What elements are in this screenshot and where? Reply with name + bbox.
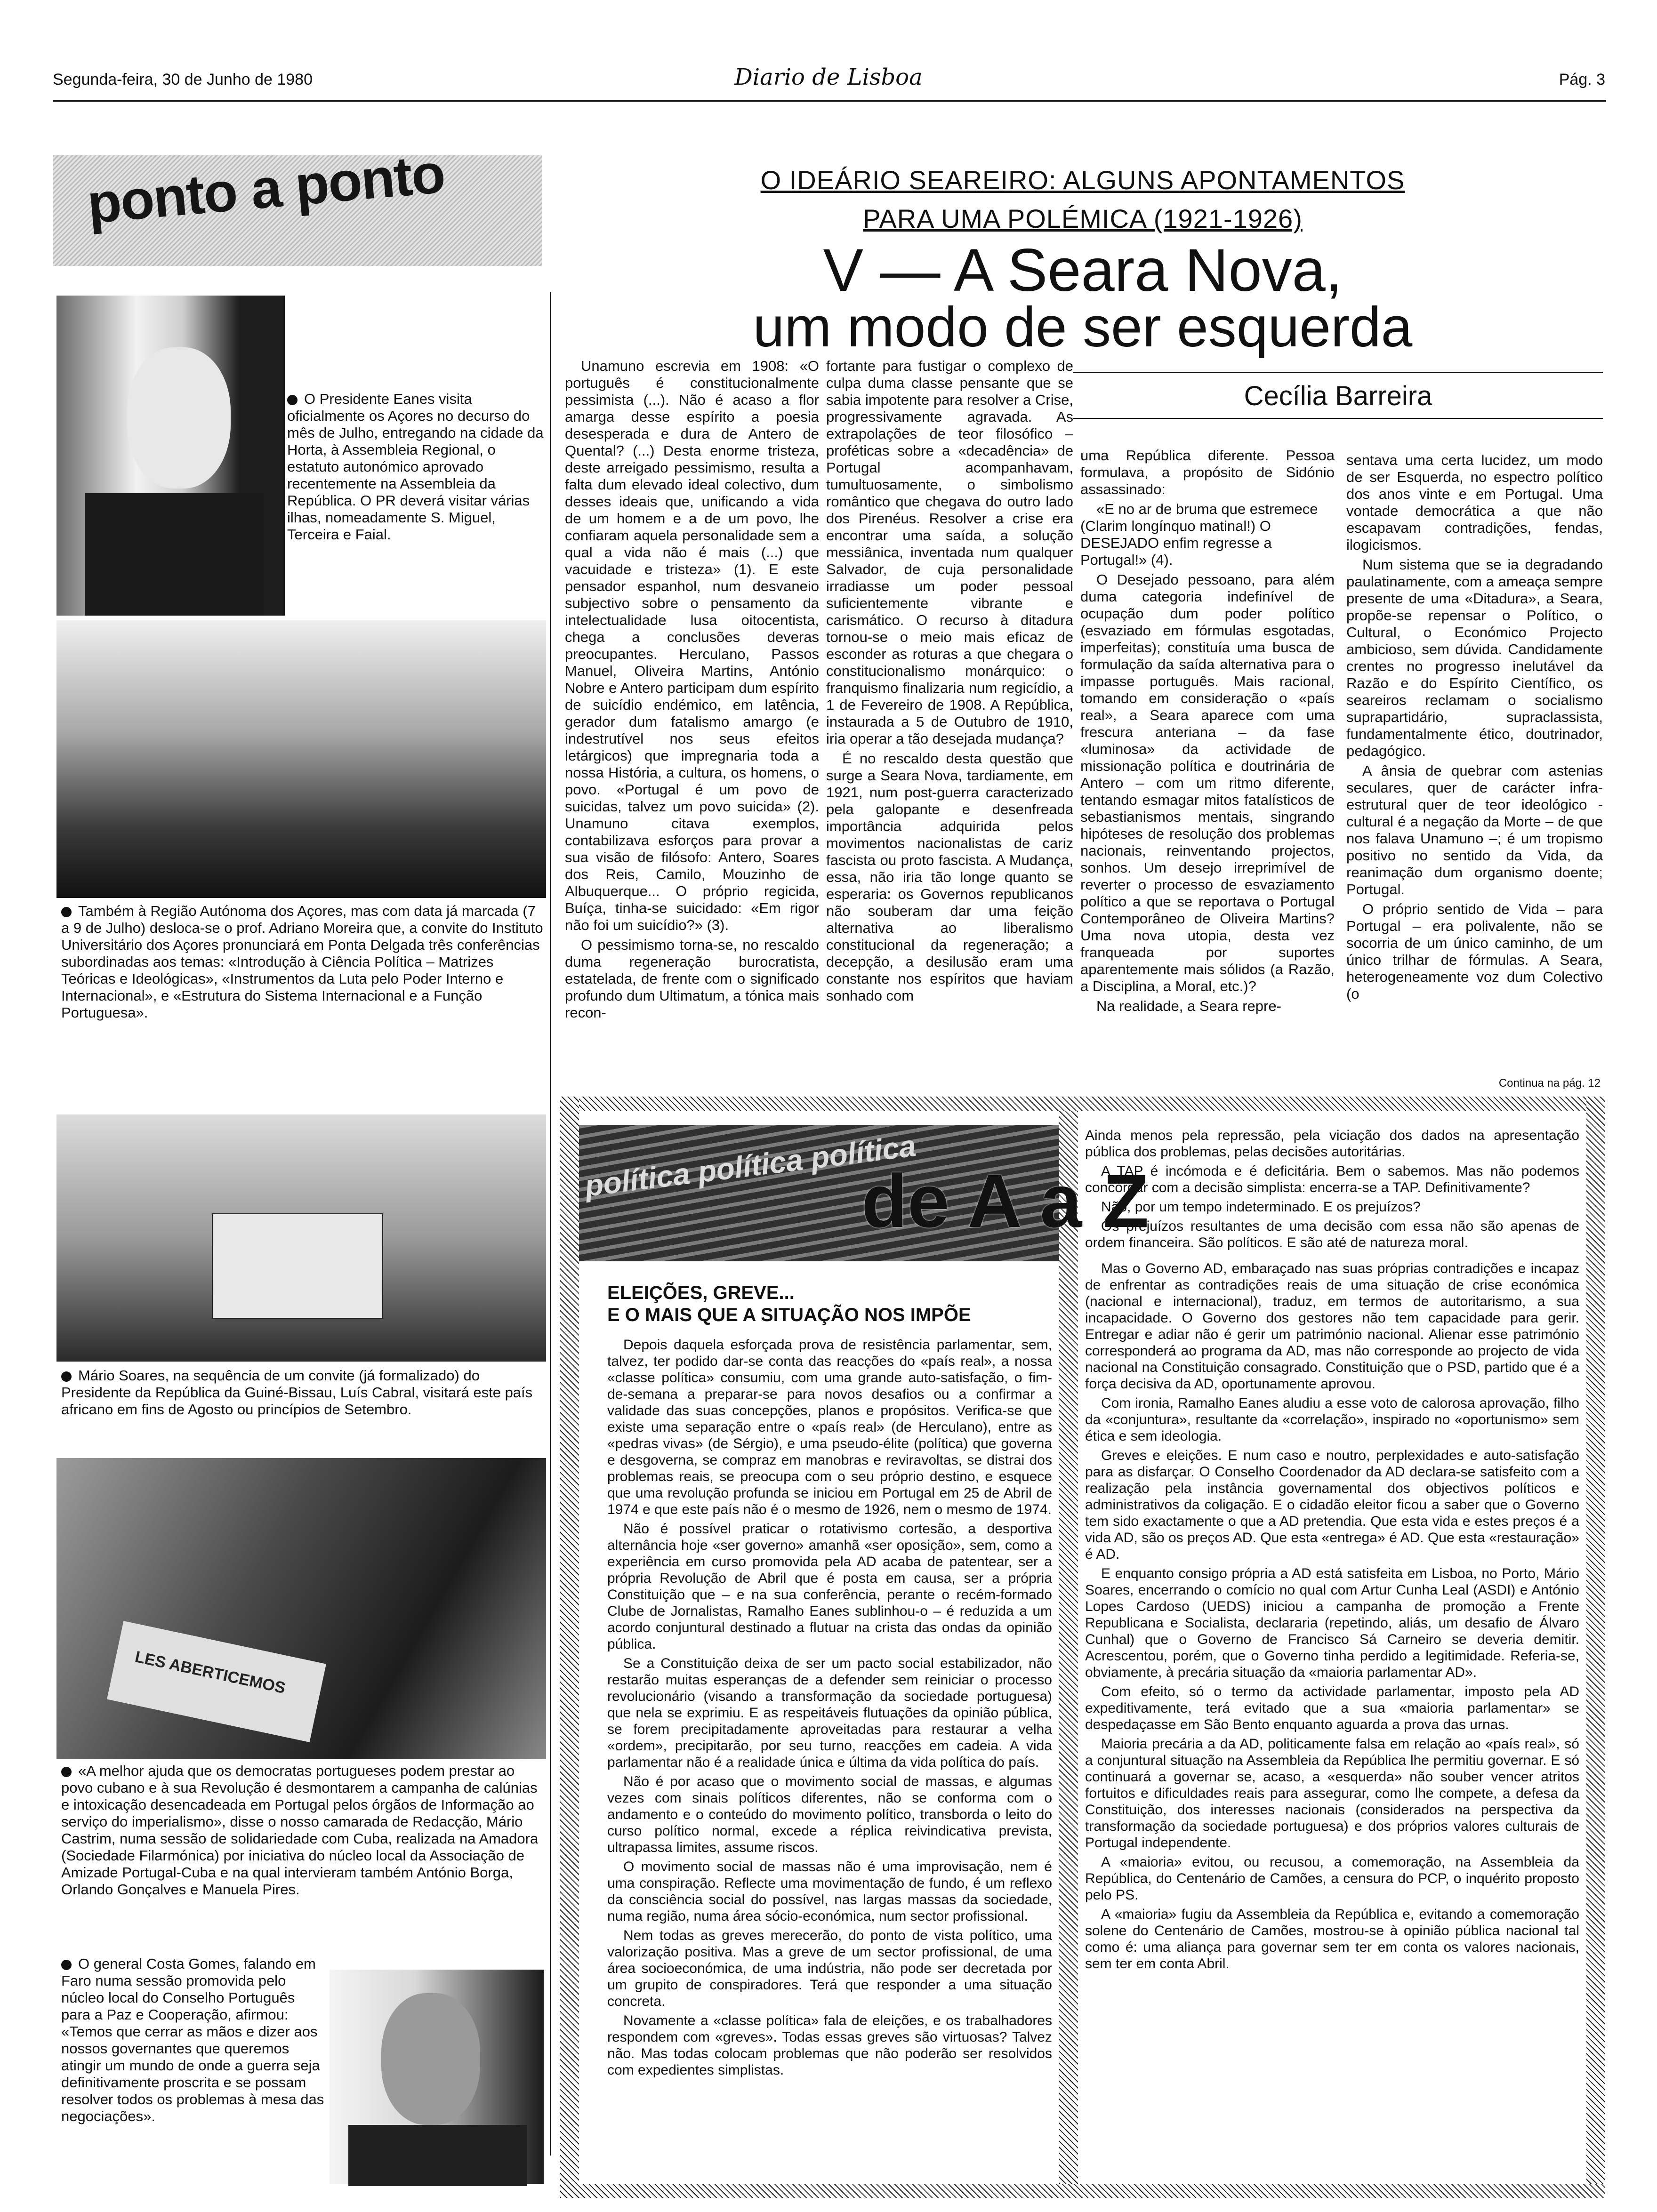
box-hatch-divider — [1059, 1111, 1078, 2184]
paragraph: Unamuno escrevia em 1908: «O português é constitucionalmente pessimista (...). Não é acaso a flor amarga desse espírito a poesia desesperada e dura de Antero de Quental? (...) Desta enorme tristeza, deste arreigado pessimismo, resulta a falta dum elevado ideal colectivo, dum desses ideais que, unificando a vida de um homem e a de um povo, lhe confiaram aquela personalidade sem a qual a vida não é mais (...) que vacuidade e tristeza» (1). E este pensador espanhol, num desvaneio subjectivo sobre o pensamento da intelectualidade lusa oitocentista, chega a conclusões deveras preocupantes. Herculano, Passos Manuel, Oliveira Martins, António Nobre e Antero participam dum espírito de suicídio endémico, em latência, gerador dum fatalismo amargo (e indestrutível nos seus efeitos letárgicos) que impregnaria toda a nossa História, a cultura, os homens, o povo. «Portugal é um povo de suicidas, talvez um povo suicida» (2). Unamuno citava exemplos, contabilizava esforços para provar a sua visão de filósofo: Antero, Soares dos Reis, Camilo, Mouzinho de Albuquerque... O próprio regicida, Buíça, tinha-se suicidado: «Em rigor não foi um suicídio?» (3). — [565, 358, 819, 933]
paragraph: Novamente a «classe política» fala de eleições, e os trabalhadores respondem com «greves». Todas essas greves são virtuosas? Talvez não. Mas todas colocam problemas que não poderão ser resolvidos com expedientes simplistas. — [607, 2013, 1052, 2078]
paragraph: fortante para fustigar o complexo de culpa duma classe pensante que se sabia impotente para resolver a Crise, progressivamente agravada. As extrapolações de teor filosófico – proféticas sobre a «decadência» de Portugal acompanhavam, tumultuosamente, o simbolismo romântico que chegava do outro lado dos Pirenéus. Resolver a crise era encontrar uma saída, a solução messiânica, inventada num qualquer Salvador, de cuja personalidade irradiasse um poder pessoal suficientemente vibrante e carismático. O recurso à ditadura tornou-se o meio mais eficaz de esconder as roturas a que chegara o constitucionalismo monárquico: o franquismo finalizaria num regicídio, a 1 de Fevereiro de 1908. A República, instaurada a 5 de Outubro de 1910, iria operar a tão desejada mudança? — [826, 358, 1073, 747]
paragraph: Num sistema que se ia degradando paulatinamente, com a ameaça sempre presente de uma «Ditadura», a Seara, propõe-se repensar o Político, o Cultural, o Económico Projecto ambicioso, sem dúvida. Candidamente crentes no progresso inelutável da Razão e do Espírito Científico, os seareiros reclamam o socialismo suprapartidário, supraclassista, fundamentalmente ético, doutrinador, pedagógico. — [1346, 556, 1603, 759]
paragraph: É no rescaldo desta questão que surge a Seara Nova, tardiamente, em 1921, num post-guerra caracterizado pela galopante e desenfreada importância adquirida pelos movimentos nacionalistas de cariz fascista ou proto fascista. A Mudança, essa, não iria tão longe quanto se esperaria: os Governos republicanos não souberam dar uma feição alternativa ao liberalismo constitucional da regeneração; a decepção, a desilusão eram uma constante nos espíritos que haviam sonhado com — [826, 750, 1073, 1004]
paragraph: Nem todas as greves merecerão, do ponto de vista político, uma valorização positiva. Mas a greve de um sector profissional, de uma área socioeconómica, de uma indústria, não pode ser decretada por um grupito de conspiradores. Terá que responder a uma situação concreta. — [607, 1928, 1052, 2009]
box-left-column — [607, 1337, 1052, 2081]
building-shape — [212, 1213, 383, 1319]
paragraph: O Desejado pessoano, para além duma categoria indefinível de ocupação dum poder político (esvaziado em fórmulas esgotadas, imperfeitas); constituía uma busca de formulação da saída alternativa para o impasse português. Mais racional, tomando em consideração o «país real», a Seara aparece com uma frescura anteriana – da fase «luminosa» da actividade de missionação política e doutrinária de Antero – com um ritmo diferente, tentando esmagar mitos fatalísticos de sebastianismos mentais, singrando hipóteses de resolução dos problemas nacionais, reinventando projectos, sonhos. Um desejo irreprimível de reverter o processo de esvaziamento político a que se reportava o Portugal Contemporâneo de Oliveira Martins? Uma nova utopia, desta vez franqueada por suportes aparentemente mais sólidos (a Razão, a Disciplina, a Moral, etc.)? — [1080, 571, 1335, 994]
header-date: Segunda-feira, 30 de Junho de 1980 — [53, 71, 313, 88]
bullet-icon — [287, 395, 298, 405]
sidebar-divider — [550, 292, 551, 2156]
article-kicker-2: PARA UMA POLÉMICA (1921-1926) — [863, 204, 1303, 233]
bullet-icon — [61, 1371, 72, 1382]
author-rule-bottom — [1073, 418, 1603, 419]
building-photo — [56, 1114, 546, 1362]
sidebar-item-costa-gomes-text: O general Costa Gomes, falando em Faro numa sessão promovida pelo núcleo local do Conselho Português para a Paz e Cooperação, afirmou: «Temos que cerrar as mãos e dizer aos nossos governantes que queremos atingir um mundo de onde a guerra seja definitivamente proscrita e se possam resolver todos os problemas à mesa das negociações». — [61, 1956, 324, 2124]
box-hatch-left — [560, 1097, 579, 2198]
paragraph: Com ironia, Ramalho Eanes aludiu a esse voto de calorosa aprovação, filho da «conjuntura», resultante da «correlação», inspirado no «oportunismo» sem ética e sem ideologia. — [1085, 1395, 1579, 1444]
box-banner — [579, 1125, 1149, 1261]
paragraph: Se a Constituição deixa de ser um pacto social estabilizador, não restarão muitas esperanças de a defender sem reiniciar o processo revolucionário (visando a transformação da sociedade portuguesa) que nela se exprimiu. E as respeitáveis flutuações da opinião pública, se forem precipitadamente aproveitadas para restaurar a velha «ordem», precipitarão, por seu turno, reacções em cadeia. A vida parlamentar não é a realidade única e última da vida política do país. — [607, 1656, 1052, 1770]
paragraph: «E no ar de bruma que estremece (Clarim longínquo matinal!) O DESEJADO enfim regresse a Portugal!» (4). — [1080, 501, 1318, 568]
paragraph: A «maioria» fugiu da Assembleia da República e, evitando a comemoração solene do Centenário de Camões, mostrou-se à opinião pública nacional tal como é: uma aliança para governar sem ter em conta os valores nacionais, sem ter em conta Abril. — [1085, 1907, 1579, 1972]
paragraph: Maioria precária a da AD, politicamente falsa em relação ao «país real», só a conjuntural situação na Assembleia da República lhe permitiu governar. E só continuará a governar se, acaso, a «esquerda» não souber vencer atritos fortuitos e dificuldades reais para assegurar, como lhe compete, a defesa da Constituição, dos interesses nacionais (considerados na perspectiva da transformação da sociedade portuguesa) e dos próprios valores culturais de Portugal independente. — [1085, 1736, 1579, 1851]
box-title-1: ELEIÇÕES, GREVE... — [607, 1282, 795, 1303]
article-column-2 — [826, 358, 1073, 1007]
header-rule — [53, 100, 1606, 102]
bullet-icon — [61, 1767, 72, 1777]
paragraph: O pessimismo torna-se, no rescaldo duma regeneração burocratista, estatelada, de frente com o significado profundo dum Ultimatum, a tónica mais recon- — [565, 937, 819, 1021]
page-number: Pág. 3 — [1559, 71, 1605, 88]
sidebar-banner-text: ponto a ponto — [85, 142, 447, 236]
sidebar-item-acores-text: Também à Região Autónoma dos Açores, mas com data já marcada (7 a 9 de Julho) desloca-se o prof. Adriano Moreira que, a convite do Instituto Universitário dos Açores pronunciará em Ponta Delgada três conferências subordinadas aos temas: «Introdução à Ciência Política – Matrizes Teóricas e Ideológicas», «Instrumentos da Luta pelo Poder Interno e Internacional», e «Estrutura do Sistema Internacional e a Função Portuguesa». — [61, 903, 543, 1021]
portrait-eanes-face — [127, 347, 231, 489]
article-author: Cecília Barreira — [1244, 381, 1432, 411]
sidebar-item-costa-gomes — [61, 1956, 325, 2125]
paragraph: uma República diferente. Pessoa formulava, a propósito de Sidónio assassinado: — [1080, 447, 1335, 497]
portrait-costa-gomes-face — [381, 1993, 480, 2125]
paragraph: Na realidade, a Seara repre- — [1096, 998, 1281, 1014]
newspaper-shape — [107, 1621, 326, 1742]
portrait-eanes-photo — [56, 296, 285, 616]
paragraph: A TAP é incómoda e é deficitária. Bem o sabemos. Mas não podemos concordar com a decisão simplista: encerra-se a TAP. Definitivamente? — [1085, 1163, 1579, 1195]
bullet-icon — [61, 907, 72, 917]
bullet-icon — [61, 1960, 72, 1970]
paragraph: O próprio sentido de Vida – para Portugal – era polivalente, não se socorria de um único caminho, de um único trilhar de fórmulas. A Seara, heterogeneamente voz dum Colectivo (o — [1346, 901, 1603, 1002]
sidebar-item-eanes-text: O Presidente Eanes visita oficialmente os Açores no decurso do mês de Julho, entregando na cidade da Horta, à Assembleia Regional, o estatuto autonómico aprovado recentemente na Assembleia da República. O PR deverá visitar várias ilhas, nomeadamente S. Miguel, Terceira e Faial. — [287, 391, 544, 543]
masthead: Diario de Lisboa — [734, 64, 923, 90]
newspaper-headline: LES ABERTICEMOS — [133, 1648, 287, 1698]
author-rule-top — [1073, 372, 1603, 373]
paragraph: sentava uma certa lucidez, um modo de ser Esquerda, no espectro político dos anos vinte e em Portugal. Uma vontade democrática a que não escapavam contradições, fendas, ilogicismos. — [1346, 452, 1603, 553]
article-column-1 — [565, 358, 819, 1024]
paragraph: Ainda menos pela repressão, pela viciação dos dados na apresentação pública dos problemas, pelas decisões autoritárias. — [1085, 1128, 1579, 1160]
article-kicker-1: O IDEÁRIO SEAREIRO: ALGUNS APONTAMENTOS — [760, 165, 1405, 195]
paragraph: Os prejuízos resultantes de uma decisão com essa não são apenas de ordem financeira. São políticos. E são até de natureza moral. — [1085, 1218, 1579, 1250]
box-hatch-right — [1586, 1097, 1605, 2198]
portrait-costa-gomes-suit — [348, 2125, 527, 2186]
paragraph: Não, por um tempo indeterminado. E os prejuízos? — [1101, 1199, 1421, 1215]
sidebar-item-cuba — [61, 1763, 544, 1898]
paragraph: Greves e eleições. E num caso e noutro, perplexidades e auto-satisfação para as disfarçar. O Conselho Coordenador da AD declara-se satisfeito com a realização pela instância governamental dos objectivos políticos e administrativos da coligação. E o cidadão eleitor ficou a saber que o Governo tem sido exactamente o que a AD pretendia. Que esta vida e estes preços é a vida AD, são os preços AD. Que esta «entrega» é AD. Que esta «restauração» é AD. — [1085, 1448, 1579, 1562]
paragraph: Mas o Governo AD, embaraçado nas suas próprias contradições e incapaz de enfrentar as contradições reais de uma situação de crise económica (nacional e internacional), traduz, em termos de autoritarismo, a sua incapacidade. O Governo dos gestores não tem capacidade para gerir. Entregar e adiar não é gerir um património nacional. Alienar esse património corresponderá ao programa da AD, mas não corresponde ao projecto de vida nacional na Constituição consagrado. Constituição que o PSD, partido que é a força decisiva da AD, oportunamente aprovou. — [1085, 1261, 1579, 1392]
paragraph: Com efeito, só o termo da actividade parlamentar, imposto pela AD expeditivamente, terá evitado que a sua «maioria parlamentar» se despedaçasse em São Bento enquanto aguarda a prova das urnas. — [1085, 1684, 1579, 1732]
sidebar-item-acores — [61, 903, 544, 1021]
portrait-eanes-suit — [85, 493, 264, 616]
box-title-2: E O MAIS QUE A SITUAÇÃO NOS IMPÕE — [607, 1305, 971, 1325]
paragraph: A «maioria» evitou, ou recusou, a comemoração, na Assembleia da República, do Centenário de Camões, a censura do PCP, o inquérito proposto pelo PS. — [1085, 1854, 1579, 1903]
paragraph: E enquanto consigo própria a AD está satisfeita em Lisboa, no Porto, Mário Soares, encerrando o comício no qual com Artur Cunha Leal (ASDI) e António Lopes Cardoso (UEDS) iniciou a campanha de promoção a Frente Republicana e Socialista, declararia (repetindo, aliás, um desafio de Álvaro Cunhal) que o Governo de Francisco Sá Carneiro se deveria demitir. Acrescentou, porém, que o Governo tinha perdido a legitimidade. Referia-se, obviamente, à precária situação da «maioria parlamentar AD». — [1085, 1566, 1579, 1680]
box-right-column — [1085, 1127, 1579, 1975]
paragraph: Não é possível praticar o rotativismo cortesão, a desportiva alternância hoje «ser governo» amanhã «ser oposição», sem, como a experiência em curso promovida pela AD acaba de patentear, ser a própria Revolução de Abril que é posta em causa, ser a própria Constituição que – e na sua conferência, perante o recém-formado Clube de Jornalistas, Ramalho Eanes sublinhou-o – é reduzida a um acordo conjuntural destinado a flutuar na crista das ondas da opinião pública. — [607, 1521, 1052, 1652]
article-column-4 — [1346, 452, 1603, 1005]
paragraph: O movimento social de massas não é uma improvisação, nem é uma conspiração. Reflecte uma movimentação de fundo, é um reflexo da consciência social do possível, nas largas massas da sociedade, numa região, numa área sócio-económica, num sector profissional. — [607, 1859, 1052, 1924]
article-headline-2: um modo de ser esquerda — [753, 296, 1413, 359]
paragraph: A ânsia de quebrar com astenias seculares, quer de carácter infra-estrutural quer de teor ideológico - cultural é a negação da Morte – de que nos falava Unamuno –; é um tropismo positivo no sentido da Vida, da reanimação dum organismo doente; Portugal. — [1346, 762, 1603, 898]
sidebar-item-cuba-text: «A melhor ajuda que os democratas portugueses podem prestar ao povo cubano e à sua Revolução é desmontarem a campanha de calúnias e intoxicação desencadeada em Portugal pelos órgãos de Informação ao serviço do imperialismo», disse o nosso camarada de Redacção, Mário Castrim, numa sessão de solidariedade com Cuba, realizada na Amadora (Sociedade Filarmónica) por iniciativa do núcleo local da Associação de Amizade Portugal-Cuba e na qual intervieram também António Borga, Orlando Gonçalves e Manuela Pires. — [61, 1763, 539, 1898]
sidebar-item-soares — [61, 1367, 544, 1418]
sidebar-item-soares-text: Mário Soares, na sequência de um convite (já formalizado) do Presidente da República da Guiné-Bissau, Luís Cabral, visitará este país africano em fins de Agosto ou princípios de Setembro. — [61, 1367, 533, 1418]
article-headline-1: V — A Seara Nova, — [823, 237, 1343, 304]
box-hatch-top — [560, 1097, 1605, 1111]
continued-note: Continua na pág. 12 — [1498, 1077, 1601, 1090]
paragraph: Não é por acaso que o movimento social de massas, e algumas vezes com sinais políticos diferentes, não se conforma com o andamento e o conteúdo do movimento político, transborda o leito do curso político normal, excede a réplica reivindicativa prevista, ultrapassa limites, assume riscos. — [607, 1774, 1052, 1855]
article-column-3 — [1080, 447, 1335, 1018]
crowd-photo — [56, 1458, 546, 1759]
box-hatch-bottom — [560, 2184, 1605, 2198]
paragraph: Depois daquela esforçada prova de resistência parlamentar, sem, talvez, ter podido dar-se conta das reacções do «país real», a nossa «classe política» consumiu, com uma grande auto-satisfação, o fim-de-semana a preparar-se para novos desafios ou a confirmar a validade das suas concepções, planos e propósitos. Verifica-se que existe uma separação entre o «país real» (de Herculano), entre as «pedras vivas» (de Sérgio), e uma pseudo-élite (política) que governa e desgoverna, se compraz em manobras e reviravoltas, se distrai dos problemas reais, se preocupa com o seu próprio destino, e esquece que uma revolução profunda se iniciou em Portugal em 25 de Abril de 1974 e que este país não é o mesmo de 1926, nem o mesmo de 1974. — [607, 1337, 1052, 1517]
portrait-costa-gomes-photo — [330, 1970, 544, 2184]
box-banner-words: política política política — [583, 1129, 918, 1203]
sidebar-banner — [53, 142, 542, 266]
box-banner-letters: de A a Z — [861, 1159, 1149, 1243]
landscape-photo — [56, 620, 546, 898]
sidebar-item-eanes — [287, 391, 544, 543]
